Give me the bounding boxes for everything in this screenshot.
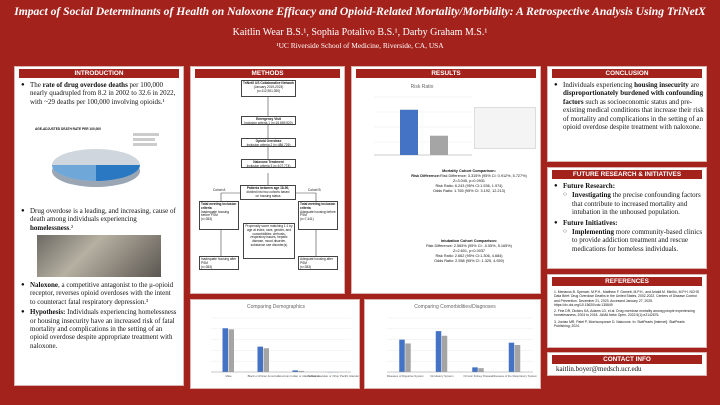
future-research-bullet: ● Future Research: ○ Investigating the precise confounding factors that contribute to increased mortality and intubation in the unhoused population. bbox=[554, 182, 704, 217]
chart-bar bbox=[264, 348, 270, 372]
conclusion-header: CONCLUSION bbox=[552, 69, 702, 78]
comorbidities-chart bbox=[365, 300, 541, 389]
demographics-chart bbox=[191, 300, 360, 389]
chart-bar bbox=[405, 343, 411, 372]
chart-bar bbox=[478, 368, 484, 372]
contact-header: CONTACT INFO bbox=[552, 355, 702, 364]
x-tick-label: Male bbox=[225, 374, 232, 378]
chart-bar bbox=[515, 345, 521, 372]
cohort-b-label: Cohort B bbox=[308, 188, 321, 192]
x-tick-label: American Indian or Alaska Native bbox=[277, 374, 320, 378]
future-header: FUTURE RESEARCH & INITIATIVES bbox=[552, 170, 702, 179]
methods-box-network: TriNetX US Collaborative Network (January 2019-2023) (n=112,951,390) bbox=[241, 80, 296, 97]
methods-box-psm: Propensity score matching 1:1 by age at index, race, gender, and comorbidities: cirrhosis, respiratory issues, hepatic disease, mood disorder, substance use disorder(s) bbox=[243, 223, 295, 259]
x-tick-label: Diseases of the Respiratory System bbox=[492, 374, 537, 378]
future-initiatives-bullet: ● Future Initiatives: ○ Implementing more community-based clinics to provide addiction treatment and rescue medications for homeless individuals. bbox=[554, 219, 704, 254]
results-header: RESULTS bbox=[356, 69, 536, 78]
chart-bar bbox=[442, 336, 448, 372]
intro-chart-title: AGE-ADJUSTED DEATH RATE PER 100,000 bbox=[35, 127, 101, 131]
future-research-sub: ○ Investigating the precise confounding factors that contribute to increased mortality and intubation in the unhoused population. bbox=[563, 191, 704, 216]
intro-pie-graphic bbox=[33, 125, 163, 195]
affiliation: ¹UC Riverside School of Medicine, Riverside, CA, USA bbox=[276, 41, 444, 50]
x-tick-label: Native Hawaiian or Other Pacific Islander bbox=[308, 374, 359, 378]
contact-panel bbox=[547, 352, 707, 376]
chart-bar bbox=[436, 331, 442, 372]
poster-title: Impact of Social Determinants of Health on Naloxone Efficacy and Opioid-Related Mortality/Morbidity: A Retrospective Analysis Using TriNetX bbox=[14, 5, 706, 18]
references-header: REFERENCES bbox=[552, 277, 702, 286]
chart-bar bbox=[472, 367, 478, 372]
methods-box-cohort-a-post: Inadequate housing after PSM (n=353) bbox=[199, 256, 239, 270]
methods-box-cohort-a-pre: Total meeting inclusion criteria Inadequate housing before PSM (n=353) bbox=[199, 201, 239, 230]
chart-bar bbox=[223, 328, 229, 372]
intro-chart bbox=[33, 125, 163, 195]
methods-box-naloxone: Naloxone Treatment Inclusion criteria 3 (n=107,774) bbox=[241, 159, 296, 168]
x-tick-label: Circulatory System bbox=[430, 374, 454, 378]
cohort-a-label: Cohort A bbox=[213, 188, 226, 192]
intro-photo bbox=[37, 235, 161, 277]
references-panel bbox=[547, 274, 707, 348]
chart-bar bbox=[229, 329, 235, 372]
methods-box-cohorts: Patients between age 18-90, divided into two cohorts based on housing status bbox=[240, 185, 296, 200]
chart-bar bbox=[399, 340, 405, 372]
methods-box-cohort-b-post: Adequate housing after PSM (n=353) bbox=[298, 256, 338, 270]
future-panel bbox=[547, 167, 707, 269]
risk-ratio-bar bbox=[430, 136, 448, 155]
intro-panel bbox=[14, 66, 184, 386]
intro-header: INTRODUCTION bbox=[19, 69, 179, 78]
mortality-stats: Mortality Cohort Comparison: Risk Difference:Risk Difference: 3.315% (95% CI: 0.912%, 5.727%) Z=3.045, p=0.0931 Risk Ratio: 6.243 (95% CI:1.536, 1.974) Odds Ratio: 1.765 (95% CI: 3.192, 12.213) bbox=[411, 169, 527, 193]
references-list bbox=[554, 290, 702, 328]
risk-ratio-bar bbox=[400, 110, 418, 155]
risk-ratio-title: Risk Ratio bbox=[410, 84, 434, 90]
comorbidities-chart-panel bbox=[364, 299, 541, 389]
demographics-title: Comparing Demographics bbox=[246, 304, 306, 310]
methods-box-cohort-b-pre: Total meeting inclusion criteria Adequate housing before PSM (n=7,441) bbox=[298, 201, 338, 230]
comorbidities-title: Comparing Comorbidities/Diagnoses bbox=[414, 304, 496, 310]
reference-3: 3. Jordan MR, Patel P, Morrisonponce D. Naloxone. In: StatPearls [Internet]. StatPearls Publishing; 2024. bbox=[554, 319, 685, 329]
intro-bullet-3: ● Naloxone, a competitive antagonist to the μ-opioid receptor, reverses opioid overdoses with the intent to counteract fatal respiratory depression.³ bbox=[21, 281, 177, 306]
demographics-chart-panel bbox=[190, 299, 360, 389]
methods-box-emergency: Emergency Visit Inclusion criteria 1 (n=16,869,520) bbox=[241, 116, 296, 125]
intubation-stats-box bbox=[474, 107, 536, 149]
intubation-stats: Intubation Cohort Comparison: Risk Difference: 2.565% (95% CI: -0.05%, 5.165%) Z=2.601, p=0.0037 Risk Ratio: 2.662 (95% CI:1.306, 4.684) Odds Ratio: 2.558 (95% CI: 1.325, 4.939) bbox=[426, 239, 512, 263]
results-panel bbox=[351, 66, 541, 294]
x-tick-label: Chronic Kidney Disease bbox=[463, 374, 494, 378]
intro-bullet-1: ● The rate of drug overdose deaths per 100,000 nearly quadrupled from 8.2 in 2002 to 32.6 in 2022, with ~29 deaths per 100,000 involving opioids.¹ bbox=[21, 81, 177, 106]
conclusion-bullet: ● Individuals experiencing housing insecurity are disproportionately burdened with confounding factors such as socioeconomic status and pre-existing medical conditions that increase their risk of mortality and complications in the setting of an opioid overdose despite treatment with naloxone. bbox=[554, 81, 704, 131]
future-initiatives-sub: ○ Implementing more community-based clinics to provide addiction treatment and rescue medications for homeless individuals. bbox=[563, 228, 704, 253]
authors: Kaitlin Wear B.S.¹, Sophia Potalivo B.S.¹, Darby Graham M.S.¹ bbox=[232, 27, 488, 38]
x-tick-label: Diseases of Digestive System bbox=[386, 374, 424, 378]
intro-bullet-4: ● Hypothesis: Individuals experiencing homelessness or housing insecurity have an increased risk of fatal mortality and complications in the setting of an opioid overdose despite appropriate treatment with naloxone. bbox=[21, 308, 177, 350]
reference-2: 2. Fine DR, Dickins KA, Adams LD, et al. Drug overdose mortality among people experiencing homelessness, 2003 to 2018. JAMA Netw Open. 2022;5(1):e2142676. bbox=[554, 309, 695, 318]
methods-header: METHODS bbox=[195, 69, 340, 78]
contact-email[interactable]: kaitlin.boyer@medsch.ucr.edu bbox=[556, 365, 642, 373]
conclusion-panel bbox=[547, 66, 707, 162]
methods-panel bbox=[190, 66, 345, 294]
intro-bullet-2: ● Drug overdose is a leading, and increasing, cause of death among individuals experiencing homelessness.² bbox=[21, 207, 177, 232]
reference-1: 1. Merianos B. Spencer, M.P.H., Matthew F. Garnett, M.P.H., and Arialdi M. Miniño, M.P.H. NCHS Data Brief: Drug Overdose Deaths in the United States, 2002-2022. Centers of Disease Control and Prevention. December 21, 2023. Accessed January 27, 2025. https://dx.doi.org/10.15620/cdc:135849 bbox=[554, 290, 700, 307]
chart-bar bbox=[258, 347, 264, 372]
chart-bar bbox=[509, 343, 515, 372]
x-tick-label: Black or African American bbox=[247, 374, 280, 378]
methods-box-overdose: Opioid Overdose Inclusion criteria 2 (n=486,726) bbox=[241, 138, 296, 147]
